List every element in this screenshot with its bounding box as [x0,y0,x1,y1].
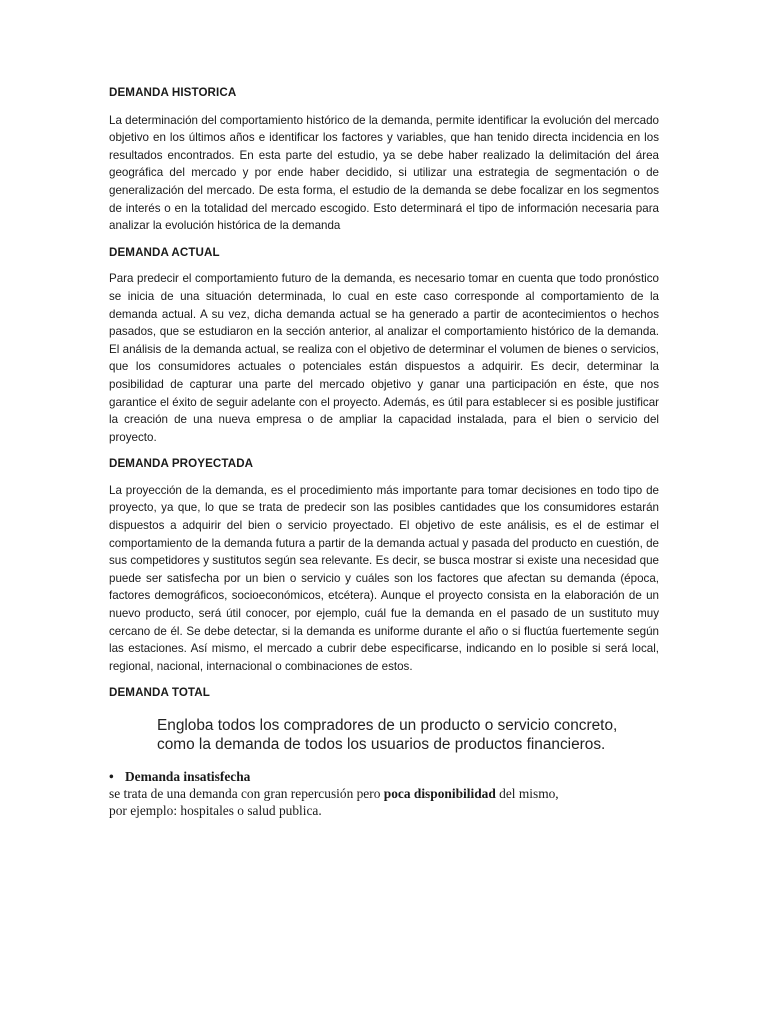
bullet-title: Demanda insatisfecha [125,769,251,784]
section-title-demanda-proyectada: DEMANDA PROYECTADA [109,457,254,471]
section-title-demanda-historica: DEMANDA HISTORICA [109,86,237,99]
definition-line-1: Engloba todos los compradores de un producto o servicio concreto, [157,717,618,734]
section-title-demanda-total: DEMANDA TOTAL [109,686,210,700]
insatisfecha-text-bold: poca disponibilidad [383,786,496,801]
insatisfecha-description-line-2: por ejemplo: hospitales o salud publica. [109,803,322,818]
insatisfecha-description-line-1 [109,785,659,802]
section-title-demanda-actual: DEMANDA ACTUAL [109,245,220,259]
document-page [109,84,659,819]
demanda-total-definition [157,716,659,754]
paragraph-demanda-historica: La determinación del comportamiento histórico de la demanda, permite identificar la evolución del mercado objetivo en los últimos años e identificar los factores y variables, que han tenido directa incidencia en los resultados encontrados. En esta parte del estudio, ya se debe haber realizado la delimitación del área geográfica del mercado y por ende haber decidido, si utilizar una estrategia de segmentación o de generalización del mercado. De esta forma, el estudio de la demanda se debe focalizar en los segmentos de interés o en la totalidad del mercado escogido. Esto determinará el tipo de información necesaria para analizar la evolución histórica de la demanda [109,113,659,233]
definition-line-2: como la demanda de todos los usuarios de productos financieros. [157,736,606,753]
bullet-dot-icon: • [109,769,114,784]
paragraph-demanda-proyectada: La proyección de la demanda, es el procedimiento más importante para tomar decisiones en todo tipo de proyecto, ya que, lo que se trata de predecir son las posibles cantidades que los consumidores estarán dispuestos a adquirir del bien o servicio proyectado. El objetivo de este análisis, es el de estimar el comportamiento de la demanda futura a partir de la demanda actual y pasada del producto en cuestión, de sus competidores y sustitutos según sea relevante. Es decir, se busca mostrar si existe una necesidad que puede ser satisfecha por un bien o servicio y cuáles son los factores que afectan su demanda (época, factores demográficos, socioeconómicos, etcétera). Aunque el proyecto consista en la elaboración de un nuevo producto, será útil conocer, por ejemplo, cuál fue la demanda en el pasado de un sustituto muy cercano de él. Se debe detectar, si la demanda es uniforme durante el año o si fluctúa fuertemente según las estaciones. Así mismo, el mercado a cubrir debe especificarse, indicando en lo posible si será local, regional, nacional, internacional o combinaciones de estos. [109,483,659,673]
paragraph-demanda-actual: Para predecir el comportamiento futuro de la demanda, es necesario tomar en cuenta que todo pronóstico se inicia de una situación determinada, lo cual en este caso corresponde al comportamiento de la demanda actual. A su vez, dicha demanda actual se ha generado a partir de acontecimientos o hechos pasados, que se estudiaron en la sección anterior, al analizar el comportamiento histórico de la demanda. El análisis de la demanda actual, se realiza con el objetivo de determinar el volumen de bienes o servicios, que los consumidores actuales o potenciales están dispuestos a adquirir. Es decir, determinar la posibilidad de capturar una parte del mercado objetivo y ganar una participación en éste, que nos garantice el éxito de seguir adelante con el proyecto. Además, es útil para establecer si es posible justificar la creación de una nueva empresa o de ampliar la capacidad instalada, para el bien o servicio del proyecto. [109,272,659,444]
insatisfecha-text-after: del mismo, [495,786,559,801]
bullet-demanda-insatisfecha [109,768,659,785]
insatisfecha-text-before: se trata de una demanda con gran repercusión pero [109,786,384,801]
